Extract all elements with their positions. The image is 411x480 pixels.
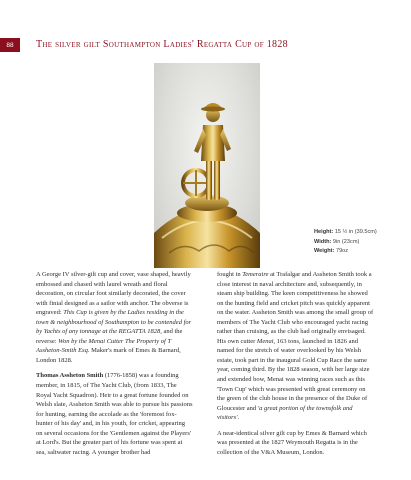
height-line: Height: 15 ½ in (39.5cm): [314, 229, 377, 235]
width-line: Width: 9in (23cm): [314, 238, 360, 245]
biography-continued-paragraph: fought in Temeraire at Trafalgar and Assheton Smith took a close interest in naval architecture and, subsequently, in steam ship building. The keen competitiveness he showed on the hunting field and cricket pitch was quickly apparent on the water. Assheton Smith was among the small group of members of The Yacht Club who encouraged yacht racing rather than cruising, as the club had originally envisaged. His own cutter Menai, 163 tons, launched in 1826 and named for the stretch of water overlooked by his Welsh estate, took part in the inaugural Gold Cup Race the same year, coming third. By the 1828 season, with her large size and extended bow, Menai was winning races such as this 'Town Cup' which was presented with great ceremony on the green of the club house in the presence of the Duke of Gloucester and 'a great portion of the townsfolk and visitors'.: [217, 271, 374, 422]
biography-paragraph: Thomas Assheton Smith (1776-1858) was a founding member, in 1815, of The Yacht Club, (from 1833, The Royal Yacht Squadron). Heir to a great fortune founded on Welsh slate, Assheton Smith was able to pursue his passions for hunting, earning the accolade as the 'foremost fox-hunter of his day' and, in his youth, for cricket, appearing on several occasions for the 'Gentlemen against the Players' at Lord's. But the greater part of his fortune was spent at sea, saltwater racing. A younger brother had: [36, 372, 193, 456]
cup-photograph: [154, 63, 260, 268]
page-number: 88: [0, 38, 20, 52]
gilt-cup-sailor-finial-image: [154, 63, 260, 268]
dimensions-block: [314, 228, 377, 257]
left-text-column: [36, 270, 193, 463]
weight-line: Weight: 79oz: [314, 248, 349, 254]
page-header-title: The silver gilt Southampton Ladies' Regatta Cup of 1828: [36, 39, 288, 50]
provenance-note-paragraph: A near-identical silver gilt cup by Emes & Barnard which was presented at the 1827 Weymouth Regatta is in the collection of the V&A Museum, London.: [217, 429, 367, 456]
cup-description-paragraph: A George IV silver-gilt cup and cover, vase shaped, heavily embossed and chased with laurel wreath and floral decoration, on circular foot similarly decorated, the cover with finial designed as a sailor with anchor. The obverse is engraved: This Cup is given by the Ladies residing in the town & neighbourhood of Southampton to be contended for by Yachts of any tonnage at the REGATTA 1828, and the reverse: Won by the Menai Cutter The Property of T Assheton-Smith Esq. Maker's mark of Emes & Barnard, London 1828.: [36, 271, 192, 364]
right-text-column: [217, 270, 374, 463]
